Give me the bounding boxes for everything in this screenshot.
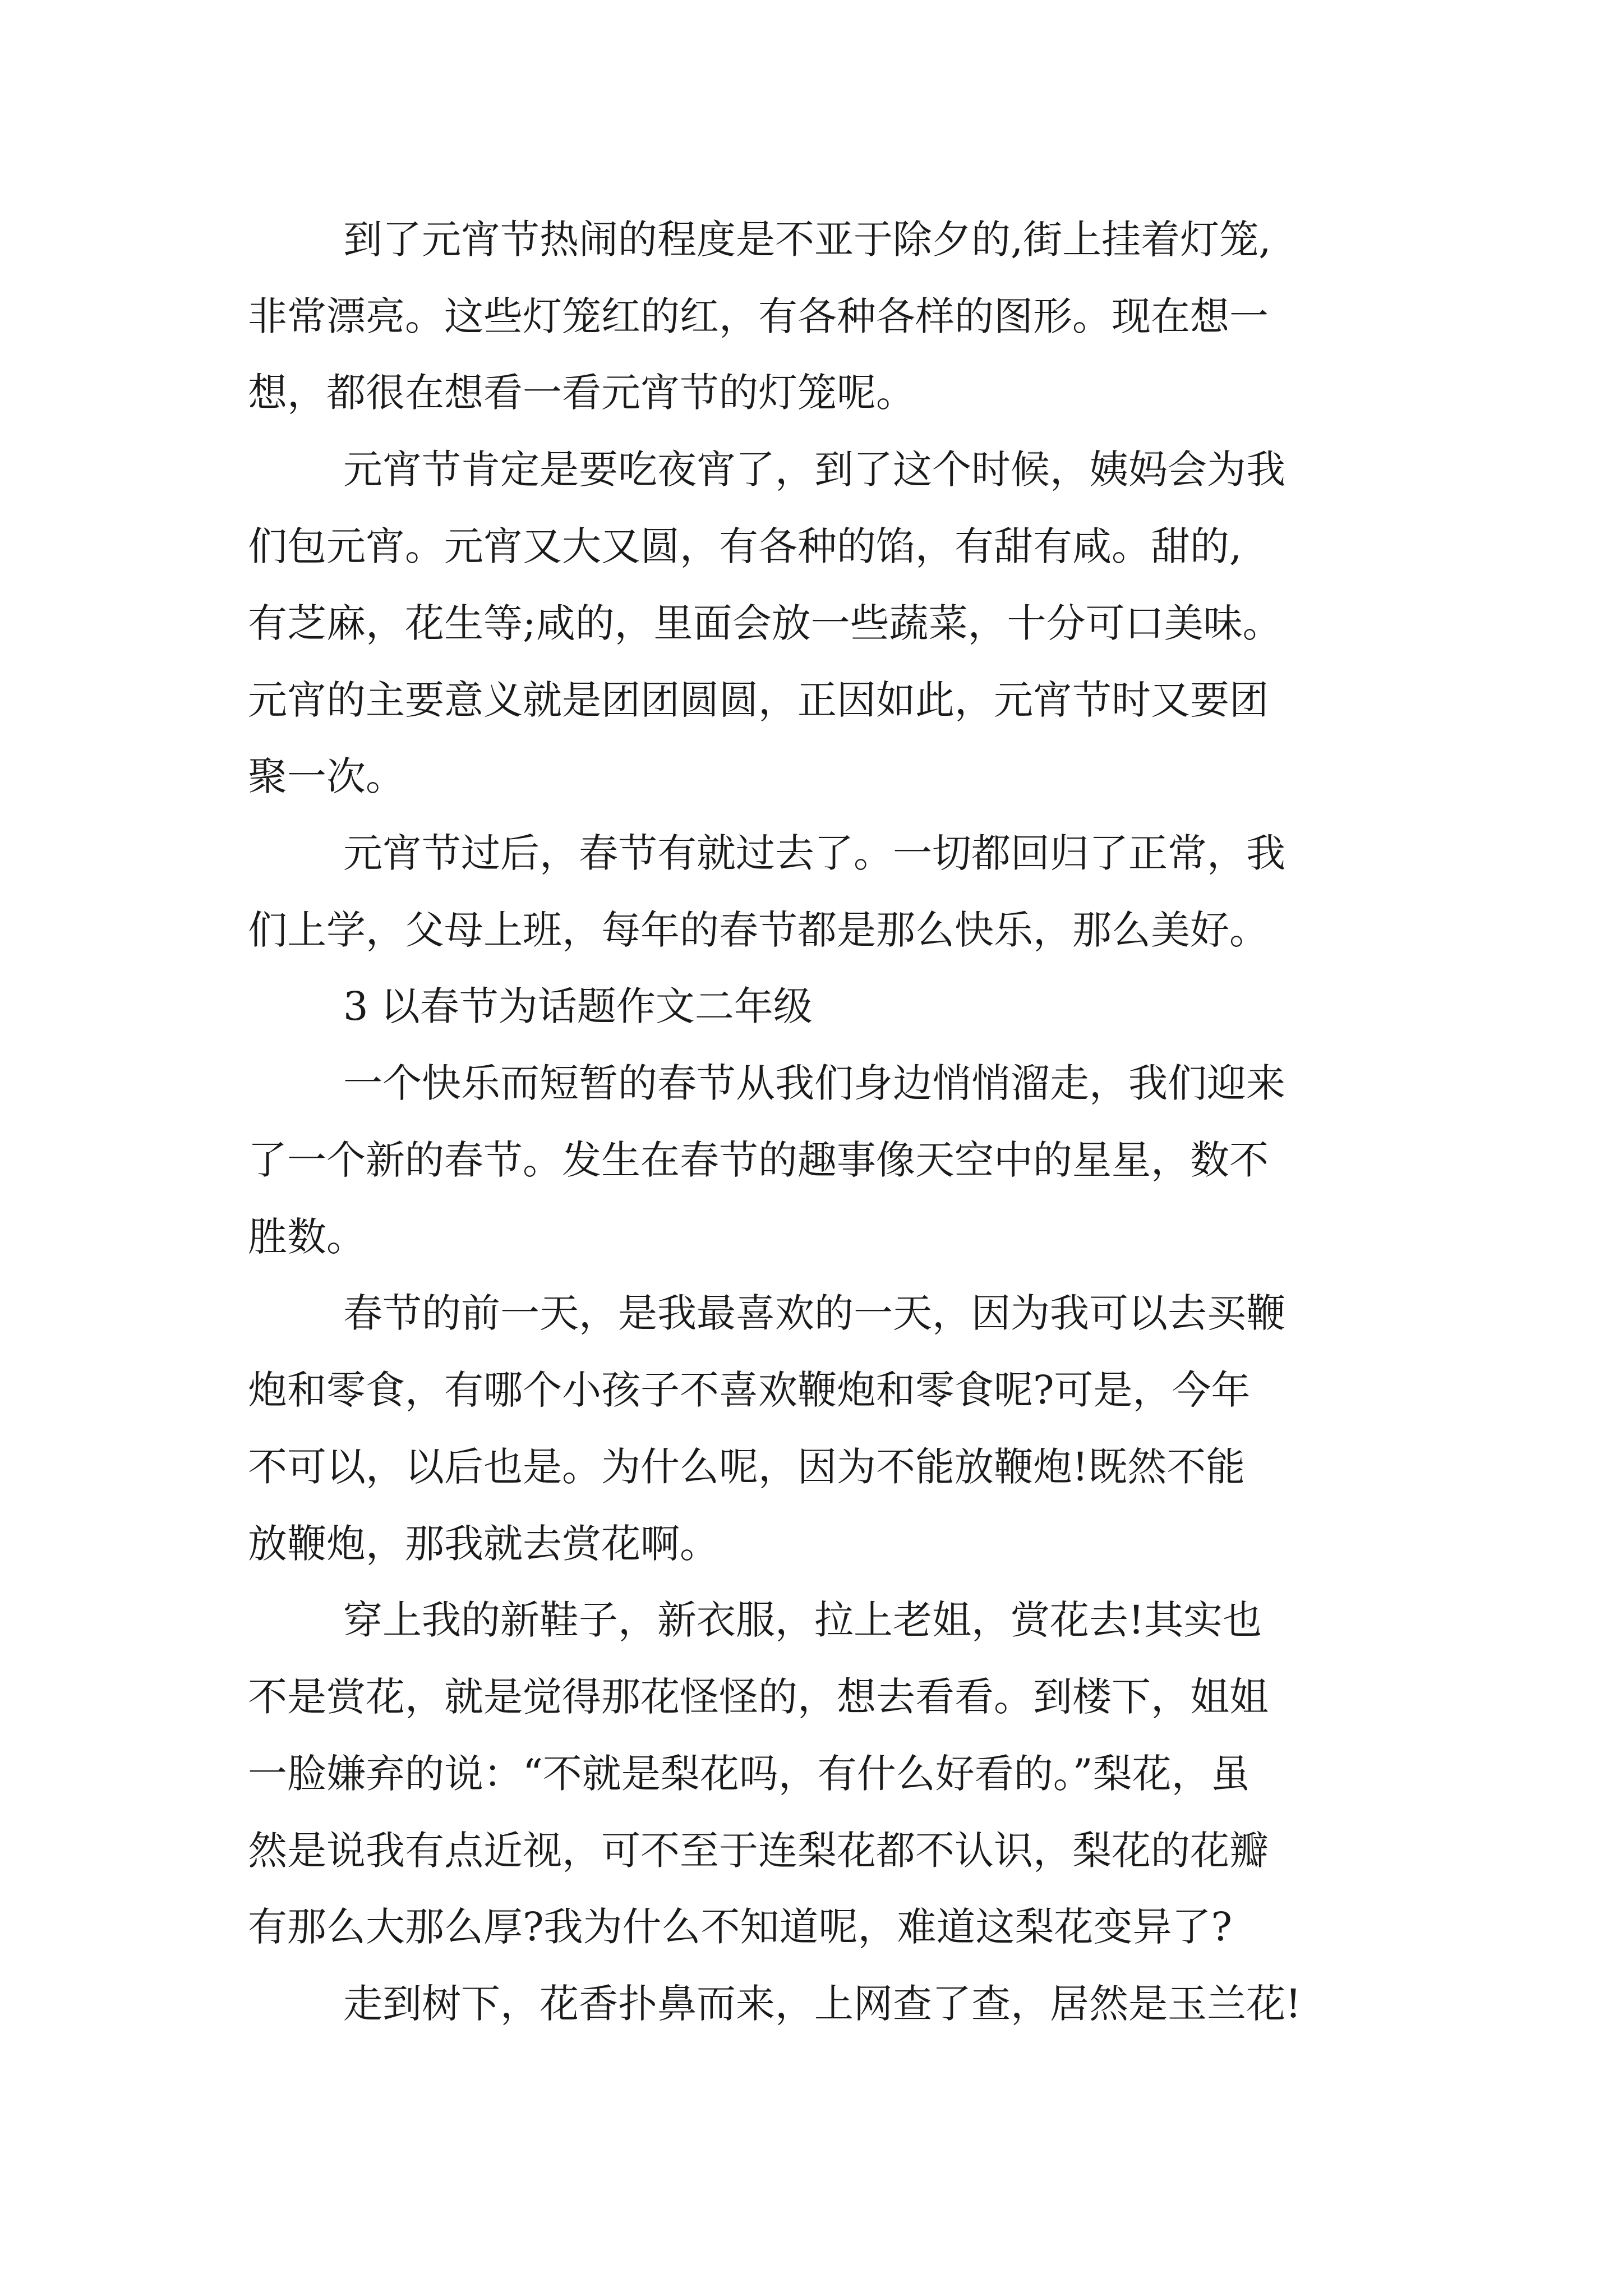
text-line: 炮和零食，有哪个小孩子不喜欢鞭炮和零食呢?可是，今年 (248, 1367, 1251, 1413)
text-line: 们包元宵。元宵又大又圆，有各种的馅，有甜有咸。甜的, (248, 523, 1242, 569)
text-line: 不是赏花，就是觉得那花怪怪的，想去看看。到楼下，姐姐 (248, 1674, 1269, 1720)
text-line: 一个快乐而短暂的春节从我们身边悄悄溜走，我们迎来 (343, 1060, 1285, 1106)
text-line: 一脸嫌弃的说：“不就是梨花吗，有什么好看的。”梨花，虽 (248, 1751, 1250, 1797)
text-line: 胜数。 (248, 1214, 366, 1260)
text-line: 不可以，以后也是。为什么呢，因为不能放鞭炮!既然不能 (248, 1444, 1246, 1490)
text-line: 们上学，父母上班，每年的春节都是那么快乐，那么美好。 (248, 907, 1269, 953)
text-line: 非常漂亮。这些灯笼红的红，有各种各样的图形。现在想一 (248, 293, 1269, 339)
text-line: 聚一次。 (248, 753, 405, 799)
section-heading: 3 以春节为话题作文二年级 (343, 983, 813, 1029)
text-line: 元宵节肯定是要吃夜宵了，到了这个时候，姨妈会为我 (343, 447, 1285, 493)
text-line: 放鞭炮，那我就去赏花啊。 (248, 1521, 719, 1567)
text-line: 春节的前一天，是我最喜欢的一天，因为我可以去买鞭 (343, 1290, 1285, 1336)
text-line: 有那么大那么厚?我为什么不知道呢，难道这梨花变异了? (248, 1904, 1233, 1950)
text-line: 穿上我的新鞋子，新衣服，拉上老姐，赏花去!其实也 (343, 1597, 1262, 1643)
text-line: 走到树下，花香扑鼻而来，上网查了查，居然是玉兰花! (343, 1981, 1302, 2027)
text-line: 元宵节过后，春节有就过去了。一切都回归了正常，我 (343, 830, 1285, 876)
text-line: 有芝麻，花生等;咸的，里面会放一些蔬菜，十分可口美味。 (248, 600, 1282, 646)
text-line: 到了元宵节热闹的程度是不亚于除夕的,街上挂着灯笼, (343, 217, 1271, 263)
text-line: 了一个新的春节。发生在春节的趣事像天空中的星星，数不 (248, 1137, 1269, 1183)
text-line: 想，都很在想看一看元宵节的灯笼呢。 (248, 370, 915, 416)
text-line: 然是说我有点近视，可不至于连梨花都不认识，梨花的花瓣 (248, 1828, 1269, 1874)
text-line: 元宵的主要意义就是团团圆圆，正因如此，元宵节时又要团 (248, 677, 1269, 723)
